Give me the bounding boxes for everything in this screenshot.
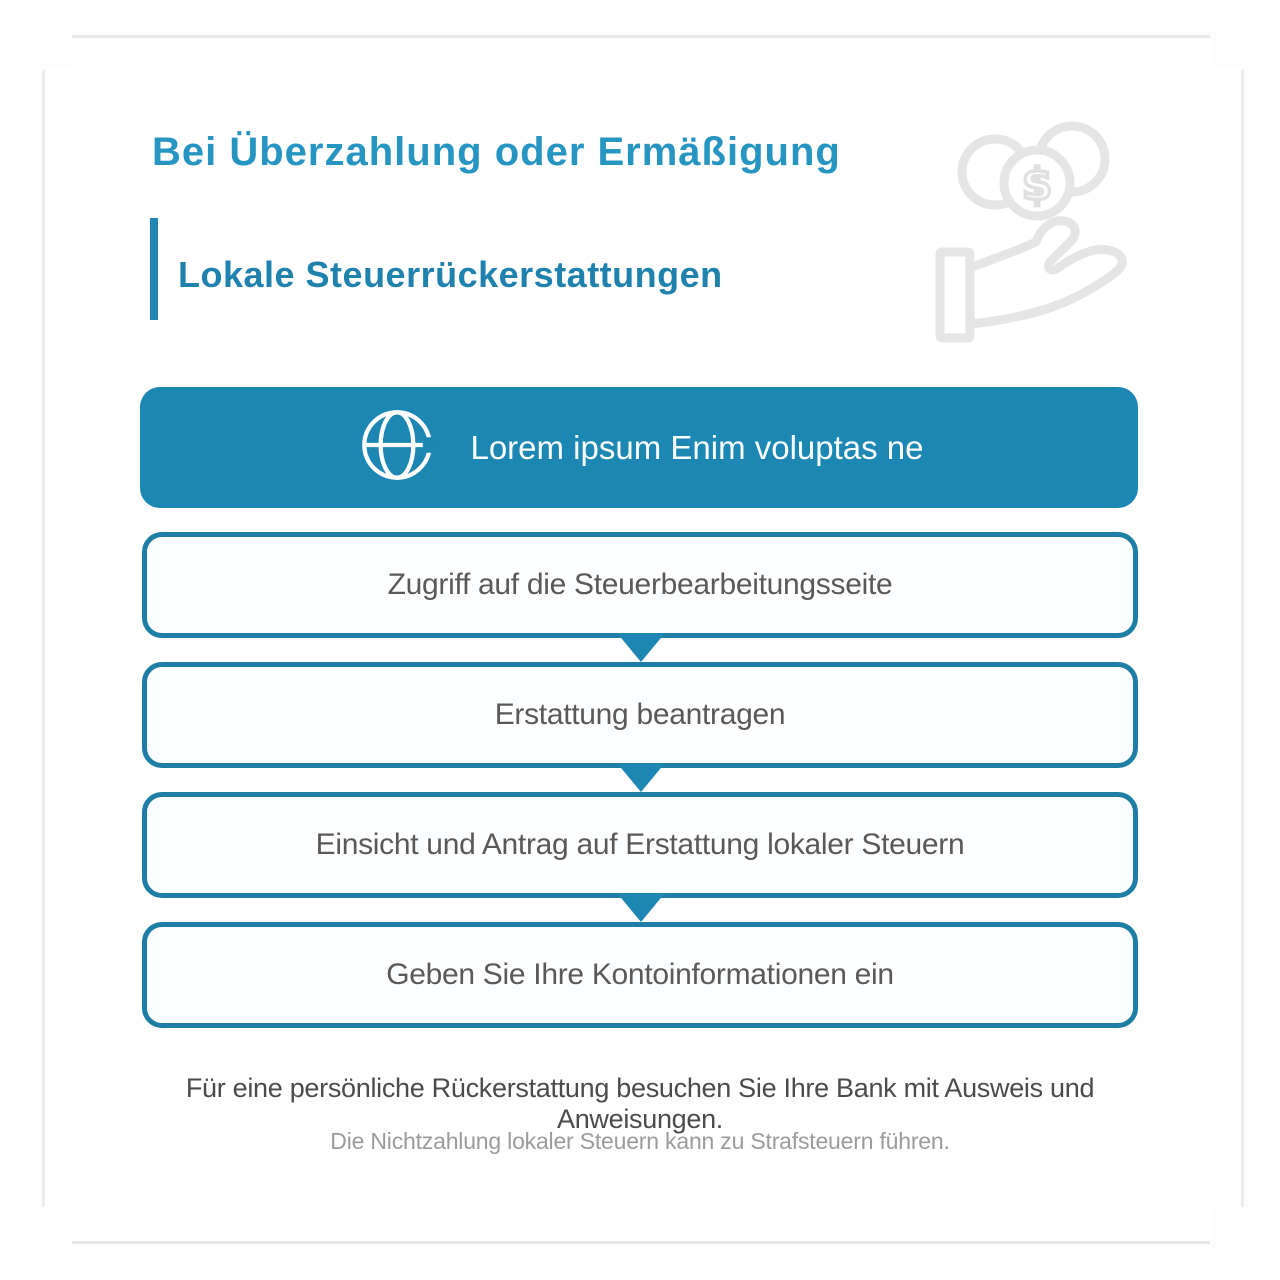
warning-text: Die Nichtzahlung lokaler Steuern kann zu Strafsteuern führen. bbox=[330, 1128, 950, 1154]
step-box-1 bbox=[142, 532, 1138, 638]
banner-label: Lorem ipsum Enim voluptas ne bbox=[470, 428, 924, 466]
step-label: Zugriff auf die Steuerbearbeitungsseite bbox=[387, 568, 893, 601]
intro-banner bbox=[140, 387, 1138, 508]
step-box-2 bbox=[142, 662, 1138, 768]
step-box-4 bbox=[142, 922, 1138, 1028]
step-label: Einsicht und Antrag auf Erstattung lokaler Steuern bbox=[315, 828, 965, 861]
arrow-down-icon bbox=[617, 633, 665, 662]
arrow-down-icon bbox=[617, 763, 665, 792]
page-title: Lokale Steuerrückerstattungen bbox=[178, 254, 723, 295]
step-label: Geben Sie Ihre Kontoinformationen ein bbox=[386, 958, 894, 991]
globe-icon bbox=[354, 402, 440, 493]
step-label: Erstattung beantragen bbox=[494, 698, 786, 731]
footnote-text: Für eine persönliche Rückerstattung besuchen Sie Ihre Bank mit Ausweis und Anweisungen. bbox=[185, 1073, 1095, 1134]
hand-receiving-coins-icon bbox=[930, 115, 1140, 345]
title-accent-bar bbox=[150, 218, 158, 320]
step-box-3 bbox=[142, 792, 1138, 898]
dollar-sign-glyph: $ bbox=[1021, 159, 1053, 210]
page-heading: Bei Überzahlung oder Ermäßigung bbox=[152, 130, 841, 174]
arrow-down-icon bbox=[617, 893, 665, 922]
